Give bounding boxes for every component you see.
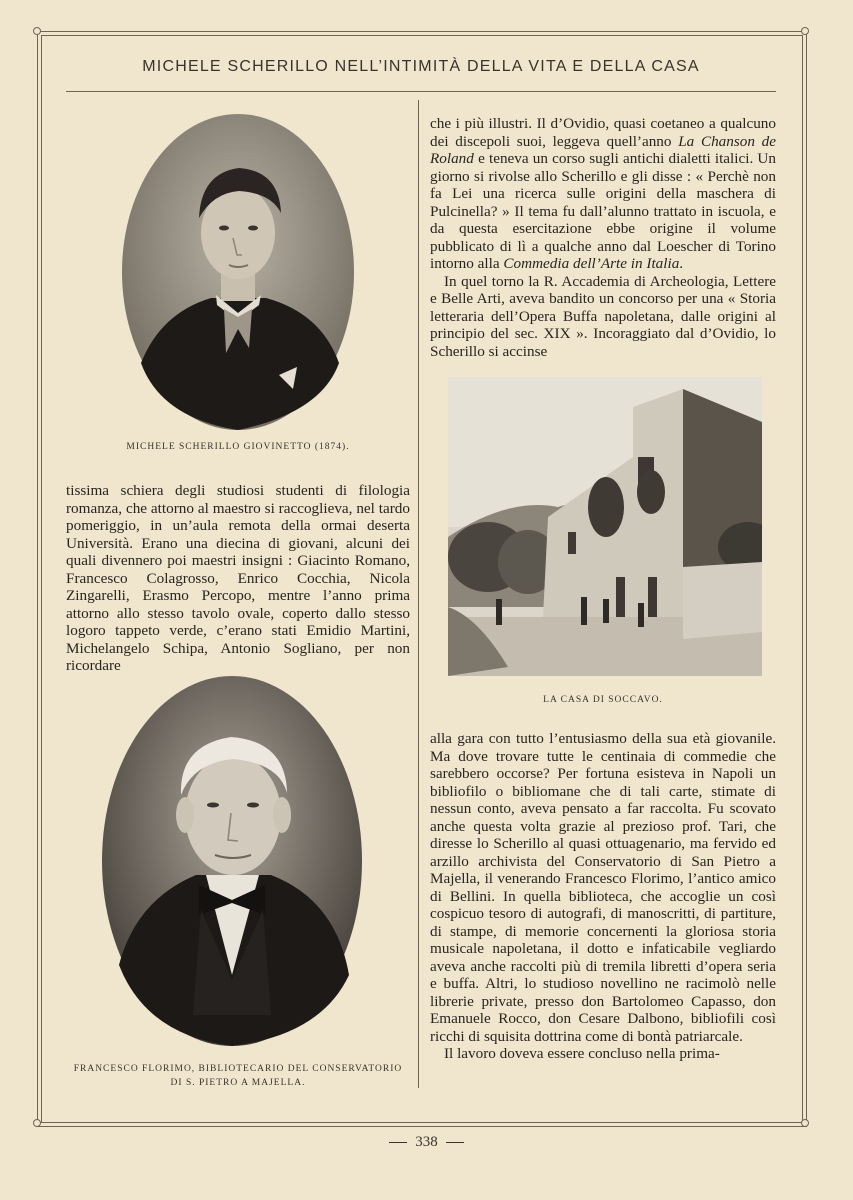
portrait-florimo bbox=[101, 675, 363, 1047]
paragraph: Il lavoro doveva essere concluso nella prima- bbox=[444, 1045, 720, 1062]
page-number bbox=[0, 1134, 853, 1151]
caption-portrait-young: MICHELE SCHERILLO GIOVINETTO (1874). bbox=[126, 442, 350, 452]
left-column-text bbox=[66, 482, 410, 675]
italic-title: Commedia dell’Arte in Italia bbox=[503, 255, 680, 272]
caption-florimo-line2: DI S. PIETRO A MAJELLA. bbox=[170, 1078, 306, 1088]
caption-florimo-line1: FRANCESCO FLORIMO, BIBLIOTECARIO DEL CONSERVATORIO bbox=[73, 1064, 403, 1074]
paragraph: alla gara con tutto l’entusiasmo della sua età giovanile. Ma dove trovare tutte le centinaia di commedie che sarebbero occorse? Per fortuna esisteva in Napoli un bibliofilo o bibliomane che di tali carte, stimate di nessun conto, aveva pensato a far raccolta. Fu scovato anche questa volta grazie al prezioso prof. Tari, che diresse lo Scherillo al quasi ottuagenario, ma fervido ed arzillo archivista del Conservatorio di San Pietro a Majella, il venerando Francesco Florimo, l’antico amico di Bellini. In quella biblioteca, che accoglie un così cospicuo tesoro di autografi, di manoscritti, di partiture, di stampe, di memorie concernenti la gloriosa storia musicale napoletana, il dotto e infaticabile vegliardo aveva anche raccolti più di tremila libretti d’opera seria e buffa. Altri, lo studioso novellino ne racimolò nelle librerie private, presso don Bartolomeo Capasso, don Emanuele Rocco, don Cesare Dalbono, bibliofili così ricchi di squisita dottrina come di bontà patriarcale. bbox=[430, 730, 776, 1045]
text-run: . bbox=[679, 255, 684, 272]
page-number-value: 338 bbox=[415, 1134, 438, 1150]
column-rule bbox=[418, 100, 419, 1088]
paragraph: In quel torno la R. Accademia di Archeologia, Lettere e Belle Arti, aveva bandito un concorso per una « Storia letteraria dell’Opera Buffa napoletana, dalle origini al principio del sec. XIX ». Incoraggiato dal d’Ovidio, lo Scherillo si accinse bbox=[430, 272, 776, 360]
paragraph bbox=[430, 115, 776, 273]
italic-title: La Chanson de Roland bbox=[430, 132, 776, 167]
caption-florimo bbox=[66, 1062, 410, 1090]
frame-corner-ornament bbox=[801, 27, 809, 35]
caption-house: LA CASA DI SOCCAVO. bbox=[543, 695, 663, 705]
text-run: e teneva un corso sugli antichi dialetti italici. Un giorno si rivolse allo Scherillo e gli disse : « Perchè non fa Lei una ricerca sulle origini della maschera di Pulcinella? » Il tema fu dall’alunno trattato in iscuola, e da questa esercitazione ebbe origine il volume pubblicato di lì a qualche anno dal Loescher di Torino intorno alla bbox=[430, 150, 776, 272]
portrait-young-scherillo bbox=[121, 113, 355, 431]
folio-dash bbox=[446, 1142, 464, 1143]
paragraph: tissima schiera degli studiosi studenti di filologia romanza, che attorno al maestro si raccoglieva, nel tardo pomeriggio, in un’aula remota della ormai deserta Università. Erano una diecina di giovani, alcuni dei quali divennero poi maestri insigni : Giacinto Romano, Francesco Colagrosso, Enrico Cocchia, Nicola Zingarelli, Erasmo Percopo, mentre l’anno prima attorno allo stesso tavolo ovale, coperto dallo stesso logoro tappeto verde, c’erano stati Emidio Martini, Michelangelo Schipa, Antonio Sogliano, per non ricordare bbox=[66, 482, 410, 674]
frame-corner-ornament bbox=[33, 27, 41, 35]
folio-dash bbox=[389, 1142, 407, 1143]
text-run: che i più illustri. Il d’Ovidio, quasi coetaneo a qualcuno dei discepoli suoi, leggeva quell’anno bbox=[430, 115, 776, 150]
frame-corner-ornament bbox=[33, 1119, 41, 1127]
right-column-text-top bbox=[430, 115, 776, 360]
house-photo bbox=[448, 377, 762, 676]
header-rule bbox=[66, 91, 776, 92]
frame-corner-ornament bbox=[801, 1119, 809, 1127]
running-head: MICHELE SCHERILLO NELL’INTIMITÀ DELLA VITA E DELLA CASA bbox=[142, 58, 700, 75]
right-column-text-bottom bbox=[430, 730, 776, 1063]
